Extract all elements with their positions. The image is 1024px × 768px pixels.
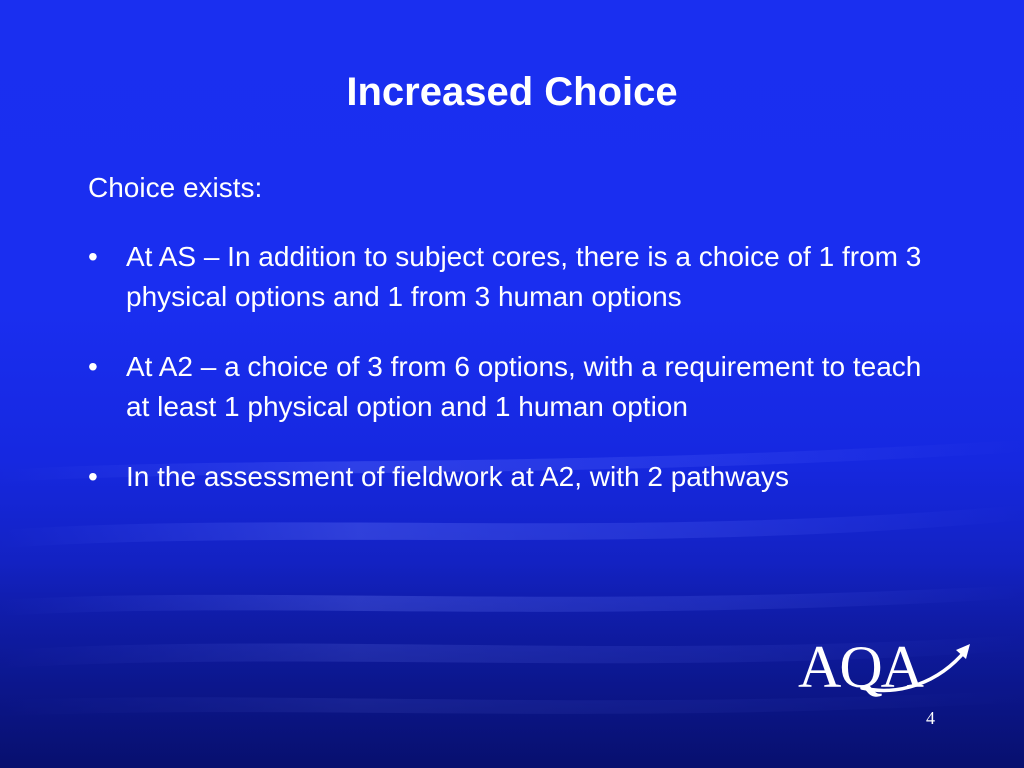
- bullet-text: In the assessment of fieldwork at A2, with 2 pathways: [126, 461, 790, 492]
- aqa-logo-text: AQA: [798, 634, 922, 700]
- bullet-item: [88, 347, 948, 427]
- aqa-swoosh-arrow-icon: [798, 634, 978, 704]
- bullet-item: [88, 237, 948, 317]
- bullet-marker: •: [88, 351, 98, 382]
- page-number: 4: [926, 708, 935, 728]
- bullet-list: [88, 237, 948, 527]
- intro-text: Choice exists:: [88, 172, 263, 203]
- bullet-item: [88, 457, 948, 497]
- bullet-marker: •: [88, 241, 98, 272]
- aqa-logo: [798, 634, 978, 704]
- bullet-text: At A2 – a choice of 3 from 6 options, with a requirement to teach at least 1 physical option and 1 human option: [126, 351, 922, 422]
- bullet-marker: •: [88, 461, 98, 492]
- bullet-text: At AS – In addition to subject cores, there is a choice of 1 from 3 physical options and 1 from 3 human options: [126, 241, 922, 312]
- slide-title: Increased Choice: [346, 70, 678, 114]
